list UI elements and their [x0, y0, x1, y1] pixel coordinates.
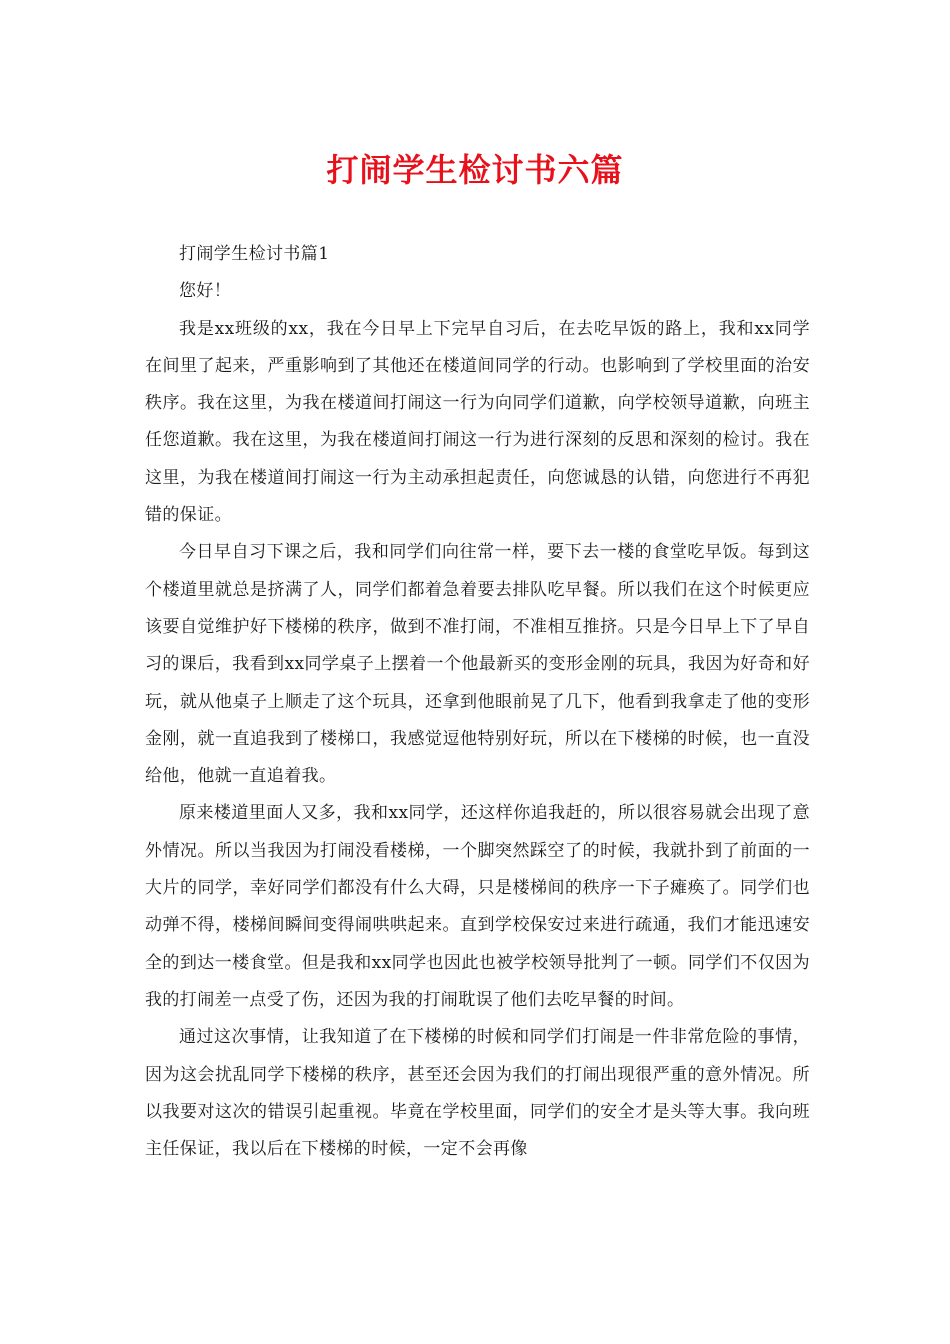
paragraph-2: 今日早自习下课之后，我和同学们向往常一样，要下去一楼的食堂吃早饭。每到这个楼道里就总是挤满了人，同学们都着急着要去排队吃早餐。所以我们在这个时候更应该要自觉维护好下楼梯的秩序，做到不准打闹，不准相互推挤。只是今日早上下了早自习的课后，我看到xx同学桌子上摆着一个他最新买的变形金刚的玩具，我因为好奇和好玩，就从他桌子上顺走了这个玩具，还拿到他眼前晃了几下，他看到我拿走了他的变形金刚，就一直追我到了楼梯口，我感觉逗他特别好玩，所以在下楼梯的时候，也一直没给他，他就一直追着我。 [145, 542, 810, 787]
paragraph-3: 原来楼道里面人又多，我和xx同学，还这样你追我赶的，所以很容易就会出现了意外情况。所以当我因为打闹没看楼梯，一个脚突然踩空了的时候，我就扑到了前面的一大片的同学，幸好同学们都没有什么大碍，只是楼梯间的秩序一下子瘫痪了。同学们也动弹不得，楼梯间瞬间变得闹哄哄起来。直到学校保安过来进行疏通，我们才能迅速安全的到达一楼食堂。但是我和xx同学也因此也被学校领导批判了一顿。同学们不仅因为我的打闹差一点受了伤，还因为我的打闹耽误了他们去吃早餐的时间。 [145, 803, 810, 1010]
paragraph-1: 我是xx班级的xx，我在今日早上下完早自习后，在去吃早饭的路上，我和xx同学在间里了起来，严重影响到了其他还在楼道间同学的行动。也影响到了学校里面的治安秩序。我在这里，为我在楼道间打闹这一行为向同学们道歉，向学校领导道歉，向班主任您道歉。我在这里，为我在楼道间打闹这一行为进行深刻的反思和深刻的检讨。我在这里，为我在楼道间打闹这一行为主动承担起责任，向您诚恳的认错，向您进行不再犯错的保证。 [145, 318, 810, 526]
greeting: 您好！ [179, 281, 232, 302]
document-body [145, 236, 810, 1168]
section-heading: 打闹学生检讨书篇1 [179, 244, 330, 264]
paragraph-4: 通过这次事情，让我知道了在下楼梯的时候和同学们打闹是一件非常危险的事情，因为这会扰乱同学下楼梯的秩序，甚至还会因为我们的打闹出现很严重的意外情况。所以我要对这次的错误引起重视。毕竟在学校里面，同学们的安全才是头等大事。我向班主任保证，我以后在下楼梯的时候，一定不会再像 [145, 1027, 810, 1160]
document-title: 打闹学生检讨书六篇 [326, 151, 624, 189]
